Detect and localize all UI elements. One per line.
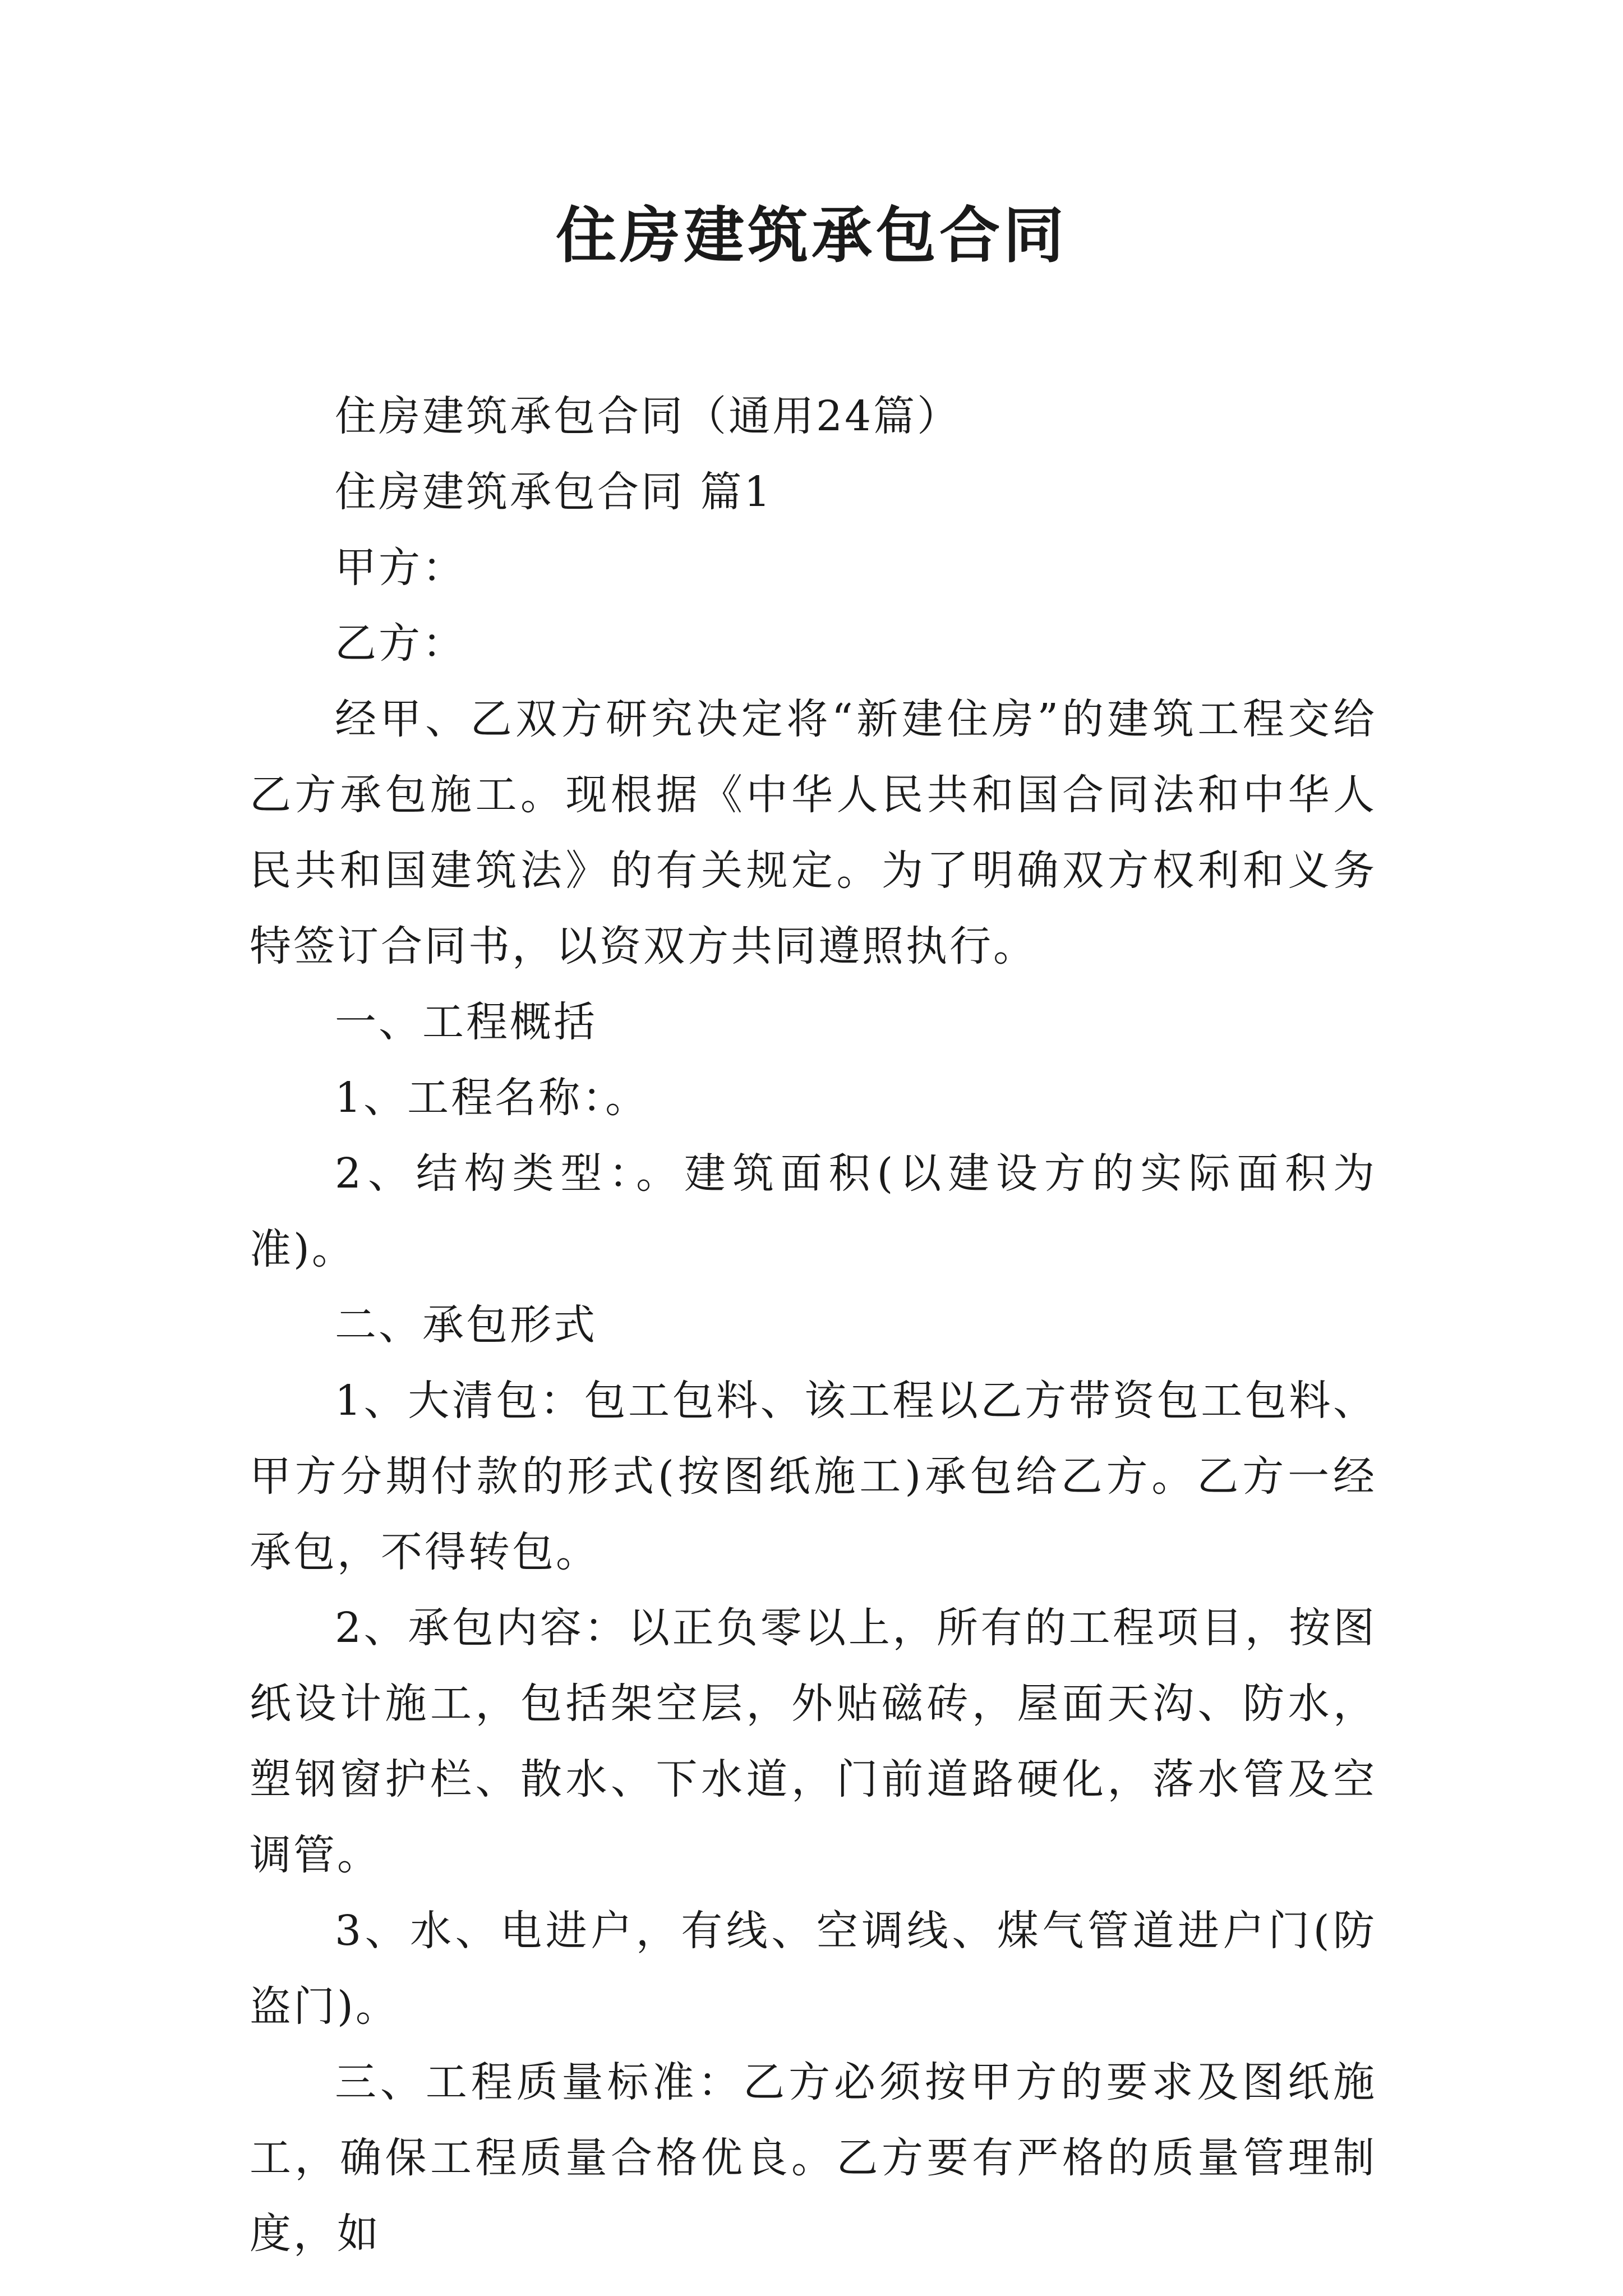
paragraph-quality-standard: 三、工程质量标准：乙方必须按甲方的要求及图纸施工，确保工程质量合格优良。乙方要有严格的质量管理制度，如 <box>250 2058 1377 2258</box>
paragraph-structure-type: 2、结构类型：。建筑面积(以建设方的实际面积为准)。 <box>250 1149 1377 1273</box>
paragraph-heading-overview: 一、工程概括 <box>335 998 597 1046</box>
paragraph-subtitle: 住房建筑承包合同（通用24篇） <box>335 392 961 440</box>
document-body <box>250 379 1377 2272</box>
paragraph-project-name: 1、工程名称：。 <box>335 1074 649 1122</box>
paragraph-party-b: 乙方： <box>335 619 466 668</box>
document-title: 住房建筑承包合同 <box>555 200 1067 271</box>
paragraph-full-package: 1、大清包：包工包料、该工程以乙方带资包工包料、甲方分期付款的形式(按图纸施工)承包给乙方。乙方一经承包，不得转包。 <box>250 1377 1377 1576</box>
paragraph-contract-scope: 2、承包内容：以正负零以上，所有的工程项目，按图纸设计施工，包括架空层，外贴磁砖，屋面天沟、防水，塑钢窗护栏、散水、下水道，门前道路硬化，落水管及空调管。 <box>250 1604 1377 1879</box>
paragraph-party-a: 甲方： <box>335 544 466 592</box>
paragraph-section-heading: 住房建筑承包合同 篇1 <box>335 468 773 516</box>
paragraph-preamble: 经甲、乙双方研究决定将“新建住房”的建筑工程交给乙方承包施工。现根据《中华人民共和国合同法和中华人民共和国建筑法》的有关规定。为了明确双方权利和义务特签订合同书，以资双方共同遵照执行。 <box>250 695 1377 970</box>
paragraph-utilities: 3、水、电进户，有线、空调线、煤气管道进户门(防盗门)。 <box>250 1907 1377 2031</box>
paragraph-heading-contract-form: 二、承包形式 <box>335 1301 597 1349</box>
